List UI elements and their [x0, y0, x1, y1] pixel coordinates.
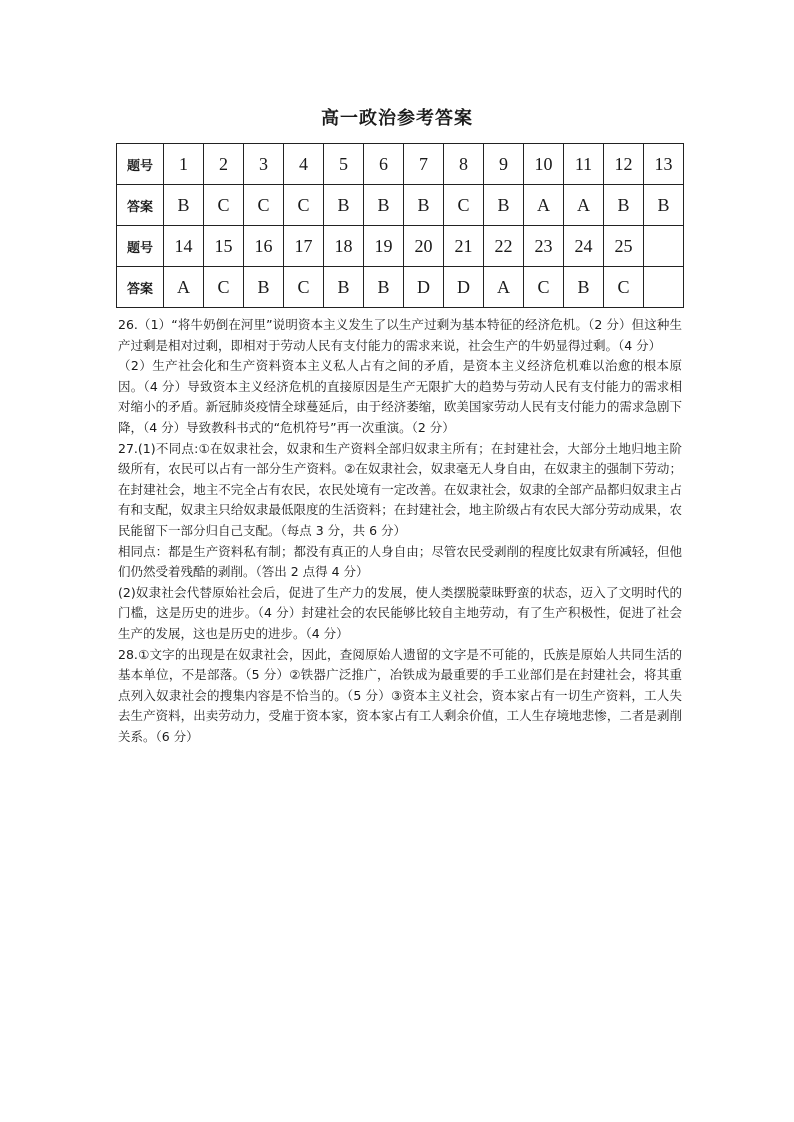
table-row	[117, 267, 684, 308]
table-cell: A	[564, 185, 604, 226]
table-cell: 18	[324, 226, 364, 267]
table-cell: 7	[404, 144, 444, 185]
table-cell: D	[444, 267, 484, 308]
table-cell: B	[364, 185, 404, 226]
table-cell: 14	[164, 226, 204, 267]
row-header: 题号	[117, 144, 164, 185]
table-cell: 15	[204, 226, 244, 267]
table-cell: 22	[484, 226, 524, 267]
table-cell: B	[324, 267, 364, 308]
table-row	[117, 144, 684, 185]
paragraph-q27-1: 27.(1)不同点:①在奴隶社会，奴隶和生产资料全部归奴隶主所有；在封建社会，大部分土地归地主阶级所有，农民可以占有一部分生产资料。②在奴隶社会，奴隶毫无人身自由，在奴隶主的强制下劳动；在封建社会，地主不完全占有农民，农民处境有一定改善。在奴隶社会，奴隶的全部产品都归奴隶主占有和支配，奴隶主只给奴隶最低限度的生活资料；在封建社会，地主阶级占有农民大部分劳动成果，农民能留下一部分归自己支配。（每点 3 分，共 6 分）	[118, 440, 682, 538]
paragraph-q26-1: 26.（1）“将牛奶倒在河里”说明资本主义发生了以生产过剩为基本特征的经济危机。（2 分）但这种生产过剩是相对过剩，即相对于劳动人民有支付能力的需求来说，社会生产的牛奶显得过剩。（4 分）	[118, 317, 682, 353]
table-cell	[644, 226, 684, 267]
table-cell: C	[284, 267, 324, 308]
row-header: 答案	[117, 267, 164, 308]
table-cell: 17	[284, 226, 324, 267]
table-cell: 12	[604, 144, 644, 185]
table-cell: B	[244, 267, 284, 308]
table-cell: 9	[484, 144, 524, 185]
table-cell: D	[404, 267, 444, 308]
table-cell: B	[404, 185, 444, 226]
answer-explanations	[118, 315, 682, 747]
table-cell: 1	[164, 144, 204, 185]
table-cell: 4	[284, 144, 324, 185]
table-cell: C	[284, 185, 324, 226]
paragraph-q27-common: 相同点：都是生产资料私有制；都没有真正的人身自由；尽管农民受剥削的程度比奴隶有所减轻，但他们仍然受着残酷的剥削。（答出 2 点得 4 分）	[118, 543, 682, 580]
paragraph-q28: 28.①文字的出现是在奴隶社会，因此，查阅原始人遗留的文字是不可能的，氏族是原始人共同生活的基本单位，不是部落。（5 分）②铁器广泛推广，冶铁成为最重要的手工业部们是在封建社会，将其重点列入奴隶社会的搜集内容是不恰当的。（5 分）③资本主义社会，资本家占有一切生产资料，工人失去生产资料，出卖劳动力，受雇于资本家，资本家占有工人剩余价值，工人生存境地悲惨，二者是剥削关系。（6 分）	[118, 646, 682, 744]
answer-table	[116, 143, 684, 308]
table-cell: A	[484, 267, 524, 308]
table-cell: 19	[364, 226, 404, 267]
table-cell: 5	[324, 144, 364, 185]
table-cell: 23	[524, 226, 564, 267]
table-cell: 8	[444, 144, 484, 185]
table-cell: C	[244, 185, 284, 226]
table-cell: C	[204, 185, 244, 226]
page-title: 高一政治参考答案	[321, 108, 473, 129]
table-cell: 16	[244, 226, 284, 267]
table-cell: 25	[604, 226, 644, 267]
table-cell: 20	[404, 226, 444, 267]
table-cell: 13	[644, 144, 684, 185]
table-cell: 24	[564, 226, 604, 267]
paragraph-q26-2: （2）生产社会化和生产资料资本主义私人占有之间的矛盾，是资本主义经济危机难以治愈的根本原因。（4 分）导致资本主义经济危机的直接原因是生产无限扩大的趋势与劳动人民有支付能力的需求相对缩小的矛盾。新冠肺炎疫情全球蔓延后，由于经济萎缩，欧美国家劳动人民有支付能力的需求急剧下降，（4 分）导致教科书式的“危机符号”再一次重演。（2 分）	[118, 358, 682, 435]
table-cell: 21	[444, 226, 484, 267]
table-row	[117, 185, 684, 226]
table-cell	[644, 267, 684, 308]
table-cell: 10	[524, 144, 564, 185]
table-cell: B	[364, 267, 404, 308]
table-cell: C	[204, 267, 244, 308]
table-cell: C	[524, 267, 564, 308]
row-header: 题号	[117, 226, 164, 267]
table-cell: B	[164, 185, 204, 226]
table-cell: B	[484, 185, 524, 226]
table-cell: B	[324, 185, 364, 226]
table-cell: C	[604, 267, 644, 308]
table-cell: C	[444, 185, 484, 226]
row-header: 答案	[117, 185, 164, 226]
table-cell: A	[524, 185, 564, 226]
table-cell: 11	[564, 144, 604, 185]
table-cell: B	[604, 185, 644, 226]
table-cell: B	[644, 185, 684, 226]
table-cell: 2	[204, 144, 244, 185]
table-row	[117, 226, 684, 267]
paragraph-q27-2: (2)奴隶社会代替原始社会后，促进了生产力的发展，使人类摆脱蒙昧野蛮的状态，迈入了文明时代的门槛，这是历史的进步。（4 分）封建社会的农民能够比较自主地劳动，有了生产积极性，促进了社会生产的发展，这也是历史的进步。（4 分）	[118, 584, 682, 641]
table-cell: A	[164, 267, 204, 308]
table-cell: B	[564, 267, 604, 308]
table-cell: 6	[364, 144, 404, 185]
table-cell: 3	[244, 144, 284, 185]
